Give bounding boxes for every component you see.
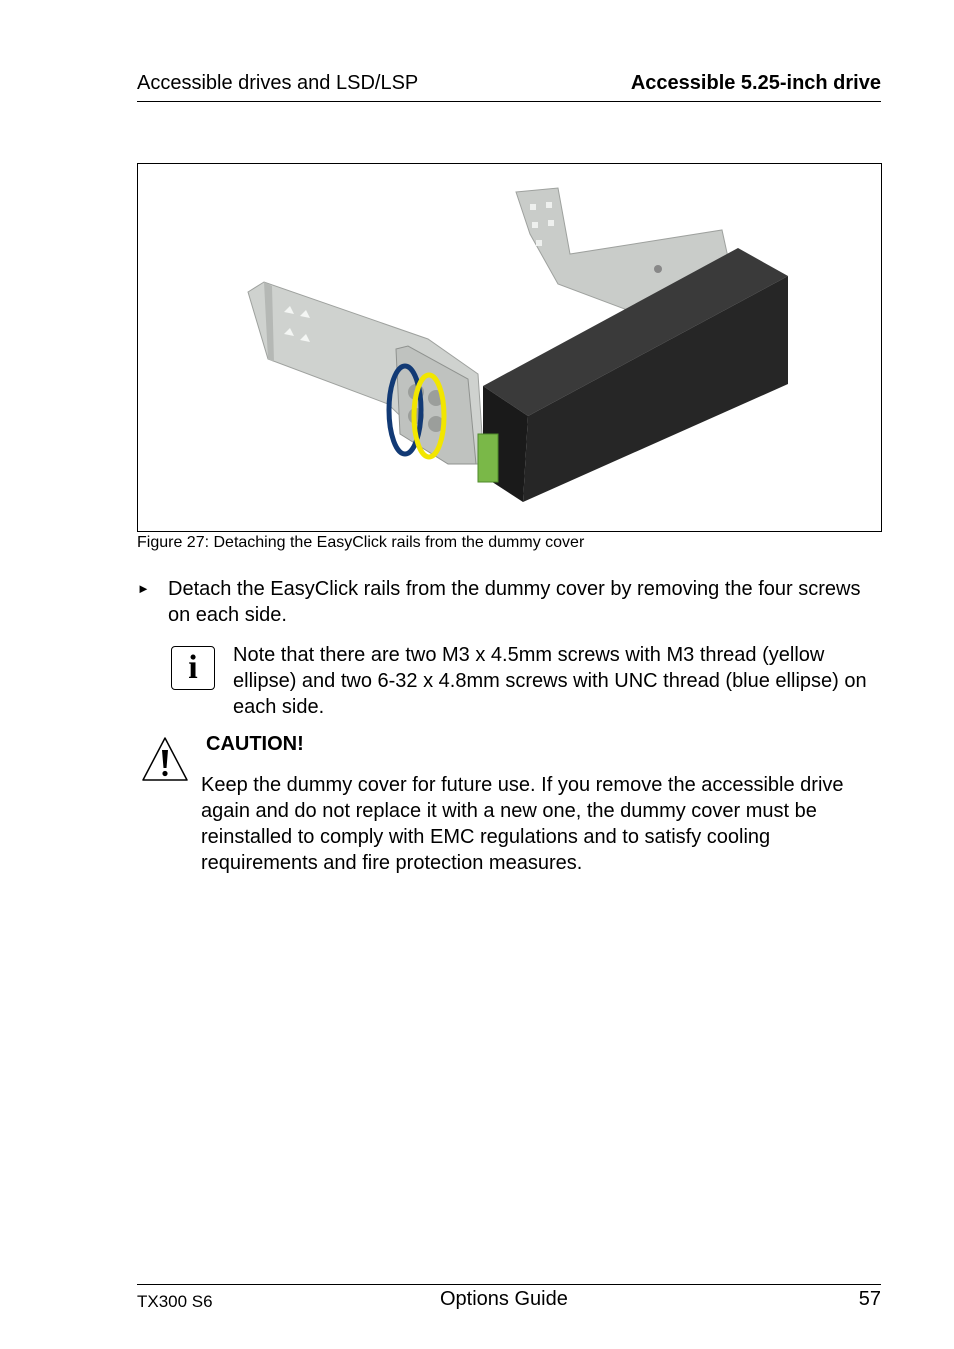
footer-document-title: Options Guide xyxy=(440,1288,568,1310)
footer-model: TX300 S6 xyxy=(137,1292,213,1311)
note-text: Note that there are two M3 x 4.5mm screws with M3 thread (yellow ellipse) and two 6-32 x 4.8mm screws with UNC thread (blue ellipse) on each side. xyxy=(233,644,867,718)
warning-icon xyxy=(141,735,189,783)
figure-frame xyxy=(137,163,882,532)
bullet-arrow-icon: ► xyxy=(137,581,150,596)
green-connector xyxy=(478,434,498,482)
caution-title: CAUTION! xyxy=(206,733,304,755)
header-rule xyxy=(137,101,881,102)
caution-text: Keep the dummy cover for future use. If you remove the accessible drive again and do not replace it with a new one, the dummy cover must be reinstalled to comply with EMC regulations and to satisfy cooling requirements and fire protection measures. xyxy=(201,774,844,874)
header-chapter-title: Accessible drives and LSD/LSP xyxy=(137,72,419,94)
info-icon: i xyxy=(171,646,215,690)
dummy-cover-illustration xyxy=(138,164,881,531)
step-text: Detach the EasyClick rails from the dummy cover by removing the four screws on each side. xyxy=(168,578,861,626)
page-number: 57 xyxy=(858,1288,881,1310)
figure-caption: Figure 27: Detaching the EasyClick rails from the dummy cover xyxy=(137,534,585,551)
footer-rule xyxy=(137,1284,881,1285)
header-section-title: Accessible 5.25-inch drive xyxy=(630,72,881,94)
